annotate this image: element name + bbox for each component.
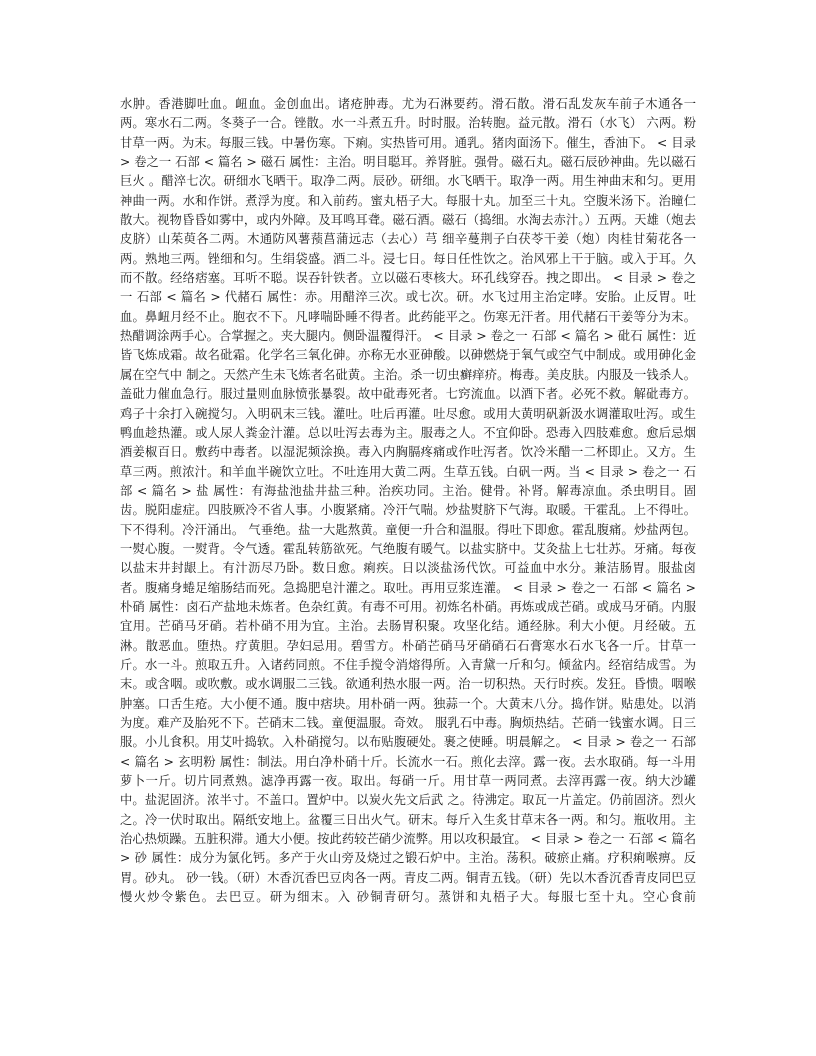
body-text: 水肿。香港脚吐血。衄血。金创血出。诸疮肿毒。尤为石淋要药。滑石散。滑石乱发灰车前子木通各一两。寒水石二两。冬葵子一合。锉散。水一斗煮五升。时时服。治转胞。益元散。滑石（水飞） 六两。粉甘草一两。为末。每服三钱。中暑伤寒。下痢。实热皆可用。通乳。猪肉面汤下。催生，香油下。 < 目录 > 卷之一 石部 < 篇名 > 磁石 属性：主治。明目聪耳。养肾脏。强骨。磁石丸。磁石辰砂神曲。先以磁石巨火 。醋淬七次。研细水飞晒干。取净二两。辰砂。研细。水飞晒干。取净一两。用生神曲末和匀。更用神曲一两。水和作饼。煮浮为度。和入前药。蜜丸梧子大。每服十丸。加至三十丸。空腹米汤下。治瞳仁散大。视物昏昏如雾中，或内外障。及耳鸣耳聋。磁石酒。磁石（捣细。水淘去赤汁。）五两。天雄（炮去皮脐）山茱萸各二两。木通防风薯蓣菖蒲远志（去心）芎 细辛蔓荆子白茯苓干姜（炮）肉桂甘菊花各一两。熟地三两。锉细和匀。生绢袋盛。酒二斗。浸七日。每日任性饮之。治风邪上干于脑。或入于耳。久而不散。经络痞塞。耳听不聪。误吞针铁者。立以磁石枣核大。环孔线穿吞。拽之即出。 < 目录 > 卷之一 石部 < 篇名 > 代赭石 属性：赤。用醋淬三次。或七次。研。水飞过用主治定哮。安胎。止反胃。吐血。鼻衄月经不止。胞衣不下。凡哮喘卧睡不得者。此药能平之。伤寒无汗者。用代赭石干姜等分为末。热醋调涂两手心。合掌握之。夹大腿内。侧卧温覆得汗。 < 目录 > 卷之一 石部 < 篇名 > 砒石 属性：近皆飞炼成霜。故名砒霜。化学名三氧化砷。亦称无水亚砷酸。以砷燃烧于氧气或空气中制成。或用砷化金属在空气中 制之。天然产生未飞炼者名砒黄。主治。杀一切虫癣痒疥。梅毒。美皮肤。内服及一钱杀人。盖砒力催血急行。服过量则血脉愤张暴裂。故中砒毒死者。七窍流血。以酒下者。必死不救。解砒毒方。鸡子十余打入碗搅匀。入明矾末三钱。灌吐。吐后再灌。吐尽愈。或用大黄明矾新汲水调灌取吐泻。或生鸭血趁热灌。或人尿人粪金汁灌。总以吐泻去毒为主。服毒之人。不宜仰卧。恐毒入四肢难愈。愈后忌烟酒姜椒百日。敷药中毒者。以湿泥频涂换。毒入内胸膈疼痛或作吐泻者。饮冷米醋一二杯即止。又方。生草三两。煎浓汁。和羊血半碗饮立吐。不吐连用大黄二两。生草五钱。白矾一两。当 < 目录 > 卷之一 石部 < 篇名 > 盐 属性：有海盐池盐井盐三种。治疾功同。主治。健骨。补肾。解毒凉血。杀虫明目。固齿。脱阳虚症。四肢厥冷不省人事。小腹紧痛。冷汗气喘。炒盐熨脐下气海。取暖。干霍乱。上不得吐。下不得利。冷汗涌出。 气垂绝。盐一大匙熬黄。童便一升合和温服。得吐下即愈。霍乱腹痛。炒盐两包。一熨心腹。一熨背。令气透。霍乱转筋欲死。气绝腹有暖气。以盐实脐中。艾灸盐上七壮苏。牙痛。每夜以盐末井封龈上。有汁沥尽乃卧。数日愈。痢疾。日以淡盐汤代饮。可益血中水分。兼洁肠胃。服盐卤者。腹痛身蜷足缩肠结而死。急捣肥皂汁灌之。取吐。再用豆浆连灌。 < 目录 > 卷之一 石部 < 篇名 > 朴硝 属性：卤石产盐地未炼者。色杂红黄。有毒不可用。初炼名朴硝。再炼或成芒硝。或成马牙硝。内服宜用。芒硝马牙硝。若朴硝不用为宜。主治。去肠胃积聚。攻坚化结。通经脉。利大小便。月经破。五淋。散恶血。堕热。疗黄胆。孕妇忌用。碧雪方。朴硝芒硝马牙硝硝石石膏寒水石水飞各一斤。甘草一斤。水一斗。煎取五升。入诸药同煎。不住手搅令消熔得所。入青黛一斤和匀。倾盆内。经宿结成雪。为末。或含咽。或吹敷。或水调服二三钱。欲通利热水服一两。治一切积热。天行时疾。发狂。昏愦。咽喉肿塞。口舌生疮。大小便不通。腹中痞块。用朴硝一两。独蒜一个。大黄末八分。捣作饼。贴患处。以消为度。难产及胎死不下。芒硝末二钱。童便温服。奇效。 服乳石中毒。胸烦热结。芒硝一钱蜜水调。日三服。小儿食积。用艾叶捣软。入朴硝搅匀。以布贴腹硬处。裹之使睡。明晨解之。 < 目录 > 卷之一 石部 < 篇名 > 玄明粉 属性：制法。用白净朴硝十斤。长流水一石。煎化去滓。露一夜。去水取硝。每一斗用萝卜一斤。切片同煮熟。滤净再露一夜。取出。每硝一斤。用甘草一两同煮。去滓再露一夜。纳大沙罐中。盐泥固济。浓半寸。不盖口。置炉中。以炭火先文后武 之。待沸定。取瓦一片盖定。仍前固济。烈火 之。冷一伏时取出。隔纸安地上。盆覆三日出火气。研末。每斤入生炙甘草末各一两。和匀。瓶收用。主治心热烦躁。五脏积滞。通大小便。按此药较芒硝少流弊。用以攻积最宜。 < 目录 > 卷之一 石部 < 篇名 > 砂 属性：成分为氯化钙。多产于火山旁及烧过之锻石炉中。主治。荡积。破瘀止痛。疗积痢喉痹。反胃。砂丸。 砂一钱。（研）木香沉香巴豆肉各一两。青皮二两。铜青五钱。（研）先以木香沉香青皮同巴豆慢火炒令紫色。去巴豆。研为细末。入 砂铜青研匀。蒸饼和丸梧子大。每服七至十丸。空心食前	[120, 97, 696, 905]
document-page	[120, 95, 696, 907]
